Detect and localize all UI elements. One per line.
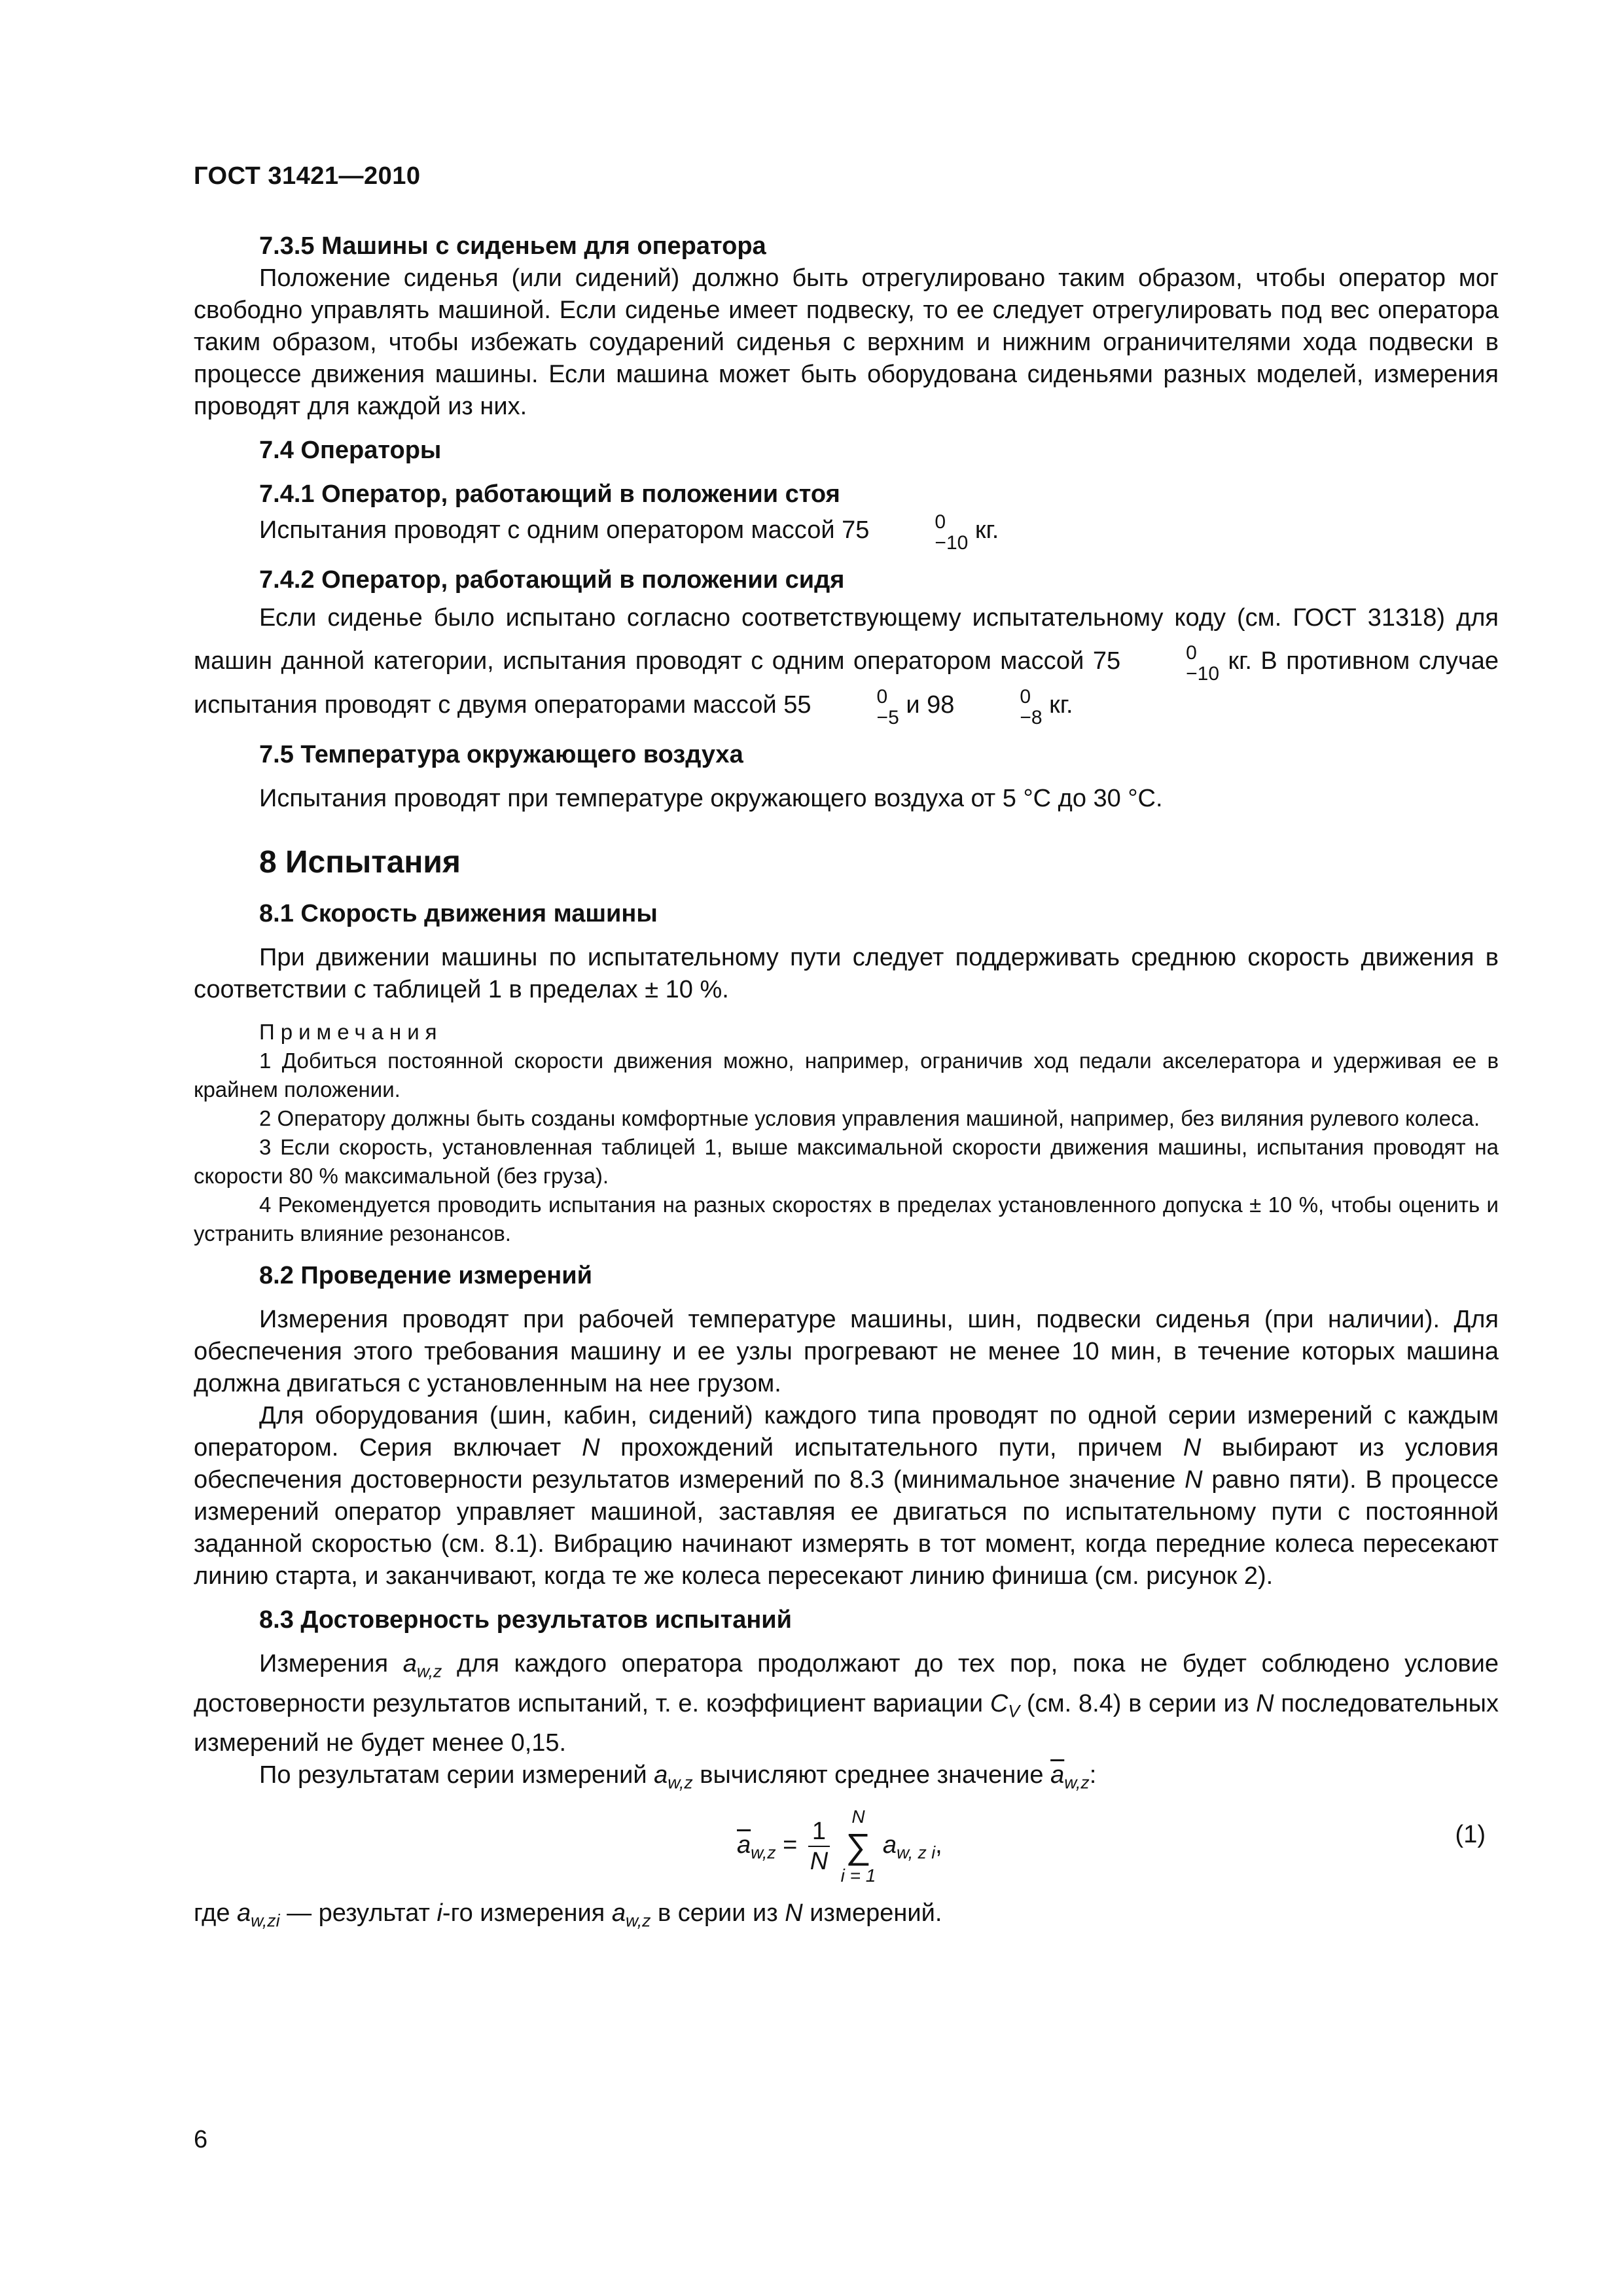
fraction: $\frac{1}{N}$ bbox=[808, 1817, 830, 1876]
section-7-3-5-text: Положение сиденья (или сидений) должно быть отрегулировано таким образом, чтобы оператор мог свободно управлять машиной. Если сиденье имеет подвеску, то ее следует отрегулировать под вес оператора таким образом, чтобы избежать соударений сиденья с верхним и нижним ограничителями хода подвески в процессе движения машины. Если машина может быть оборудована сиденьями разных моделей, измерения проводят для каждой из них. bbox=[194, 264, 1499, 420]
tolerance: 0 −10 bbox=[935, 511, 969, 554]
formula-explanation: где $a_{w,zi}$ — результат i-го измерения $a_{w,z}$ в серии из N измерений. bbox=[194, 1899, 942, 1931]
section-7-5-text: Испытания проводят при температуре окружающего воздуха от 5 °С до 30 °С. bbox=[259, 784, 1163, 812]
section-8-2-paragraph-1: Измерения проводят при рабочей температуре машины, шин, подвески сиденья (при наличии). Для обеспечения этого требования машину и ее узлы прогревают не менее 10 мин, в течение которых машина должна двигаться с установленным на нее грузом. bbox=[194, 1305, 1499, 1397]
section-7-4-1-text: Испытания проводят с одним оператором массой 75 0 −10 кг. bbox=[259, 511, 999, 554]
formula-1 bbox=[194, 1806, 1499, 1897]
section-8-3-paragraph-1: Измерения $a_{w,z}$ для каждого оператора продолжают до тех пор, пока не будет соблюдено условие достоверности результатов испытаний, т. е. коэффициент вариации $C_V$ (см. 8.4) в серии из N последовательных измерений не будет менее 0,15. bbox=[194, 1649, 1499, 1757]
note-item: 4 Рекомендуется проводить испытания на разных скоростях в пределах установленного допуска ± 10 %, чтобы оценить и устранить влияние резонансов. bbox=[194, 1192, 1499, 1246]
notes-title: Примечания bbox=[259, 1019, 443, 1044]
section-8-3-heading: 8.3 Достоверность результатов испытаний bbox=[259, 1605, 792, 1634]
section-8-1-text: При движении машины по испытательному пути следует поддерживать среднюю скорость движения в соответствии с таблицей 1 в пределах ± 10 %. bbox=[194, 943, 1499, 1003]
section-7-4-1-heading: 7.4.1 Оператор, работающий в положении стоя bbox=[259, 480, 840, 508]
summation-sign: N ∑ i = 1 bbox=[840, 1806, 876, 1886]
notes-block bbox=[194, 1018, 1499, 1248]
document-id-header: ГОСТ 31421—2010 bbox=[194, 162, 421, 190]
mean-formula: $\overline{a}_{w,z}$ = $\frac{1}{N}$ N ∑ i = 1 $a_{w, z i}$, bbox=[737, 1806, 942, 1886]
section-8-heading: 8 Испытания bbox=[259, 844, 461, 880]
section-8-2-heading: 8.2 Проведение измерений bbox=[259, 1261, 592, 1289]
formula-number: (1) bbox=[1455, 1820, 1486, 1848]
section-7-4-2-text: Если сиденье было испытано согласно соответствующему испытательному коду (см. ГОСТ 31318) для машин данной категории, испытания проводят с одним оператором массой 75 0 −10 кг. В противном случае испытания проводят с двумя операторами массой 55 0 −5 и 98 0 −8 кг. bbox=[194, 604, 1499, 728]
tolerance: 0 −5 bbox=[876, 685, 899, 728]
note-item: 3 Если скорость, установленная таблицей 1, выше максимальной скорости движения машины, испытания проводят на скорости 80 % максимальной (без груза). bbox=[194, 1134, 1499, 1188]
note-item: 1 Добиться постоянной скорости движения можно, например, ограничив ход педали акселератора и удерживая ее в крайнем положении. bbox=[194, 1048, 1499, 1102]
page-number: 6 bbox=[194, 2126, 208, 2153]
section-8-1-heading: 8.1 Скорость движения машины bbox=[259, 899, 658, 927]
section-7-4-heading: 7.4 Операторы bbox=[259, 437, 442, 464]
page-body bbox=[194, 230, 1499, 1937]
section-8-2-paragraph-2: Для оборудования (шин, кабин, сидений) каждого типа проводят по одной серии измерений с каждым оператором. Серия включает N прохождений испытательного пути, причем N выбирают из условия обеспечения достоверности результатов измерений по 8.3 (минимальное значение N равно пяти). В процессе измерений оператор управляет машиной, заставляя ее двигаться по испытательному пути с постоянной заданной скоростью (см. 8.1). Вибрацию начинают измерять в тот момент, когда передние колеса пересекают линию старта, и заканчивают, когда те же колеса пересекают линию финиша (см. рисунок 2). bbox=[194, 1401, 1499, 1590]
tolerance: 0 −8 bbox=[1020, 685, 1043, 728]
section-7-5-heading: 7.5 Температура окружающего воздуха bbox=[259, 740, 743, 768]
note-item: 2 Оператору должны быть созданы комфортные условия управления машиной, например, без виляния рулевого колеса. bbox=[259, 1105, 1480, 1130]
tolerance: 0 −10 bbox=[1186, 641, 1219, 685]
section-8-3-paragraph-2: По результатам серии измерений $a_{w,z}$ вычисляют среднее значение $\overline{a}_{w,z}$: bbox=[259, 1761, 1097, 1793]
section-7-4-2-heading: 7.4.2 Оператор, работающий в положении сидя bbox=[259, 566, 845, 594]
section-7-3-5-heading: 7.3.5 Машины с сиденьем для оператора bbox=[259, 232, 766, 260]
